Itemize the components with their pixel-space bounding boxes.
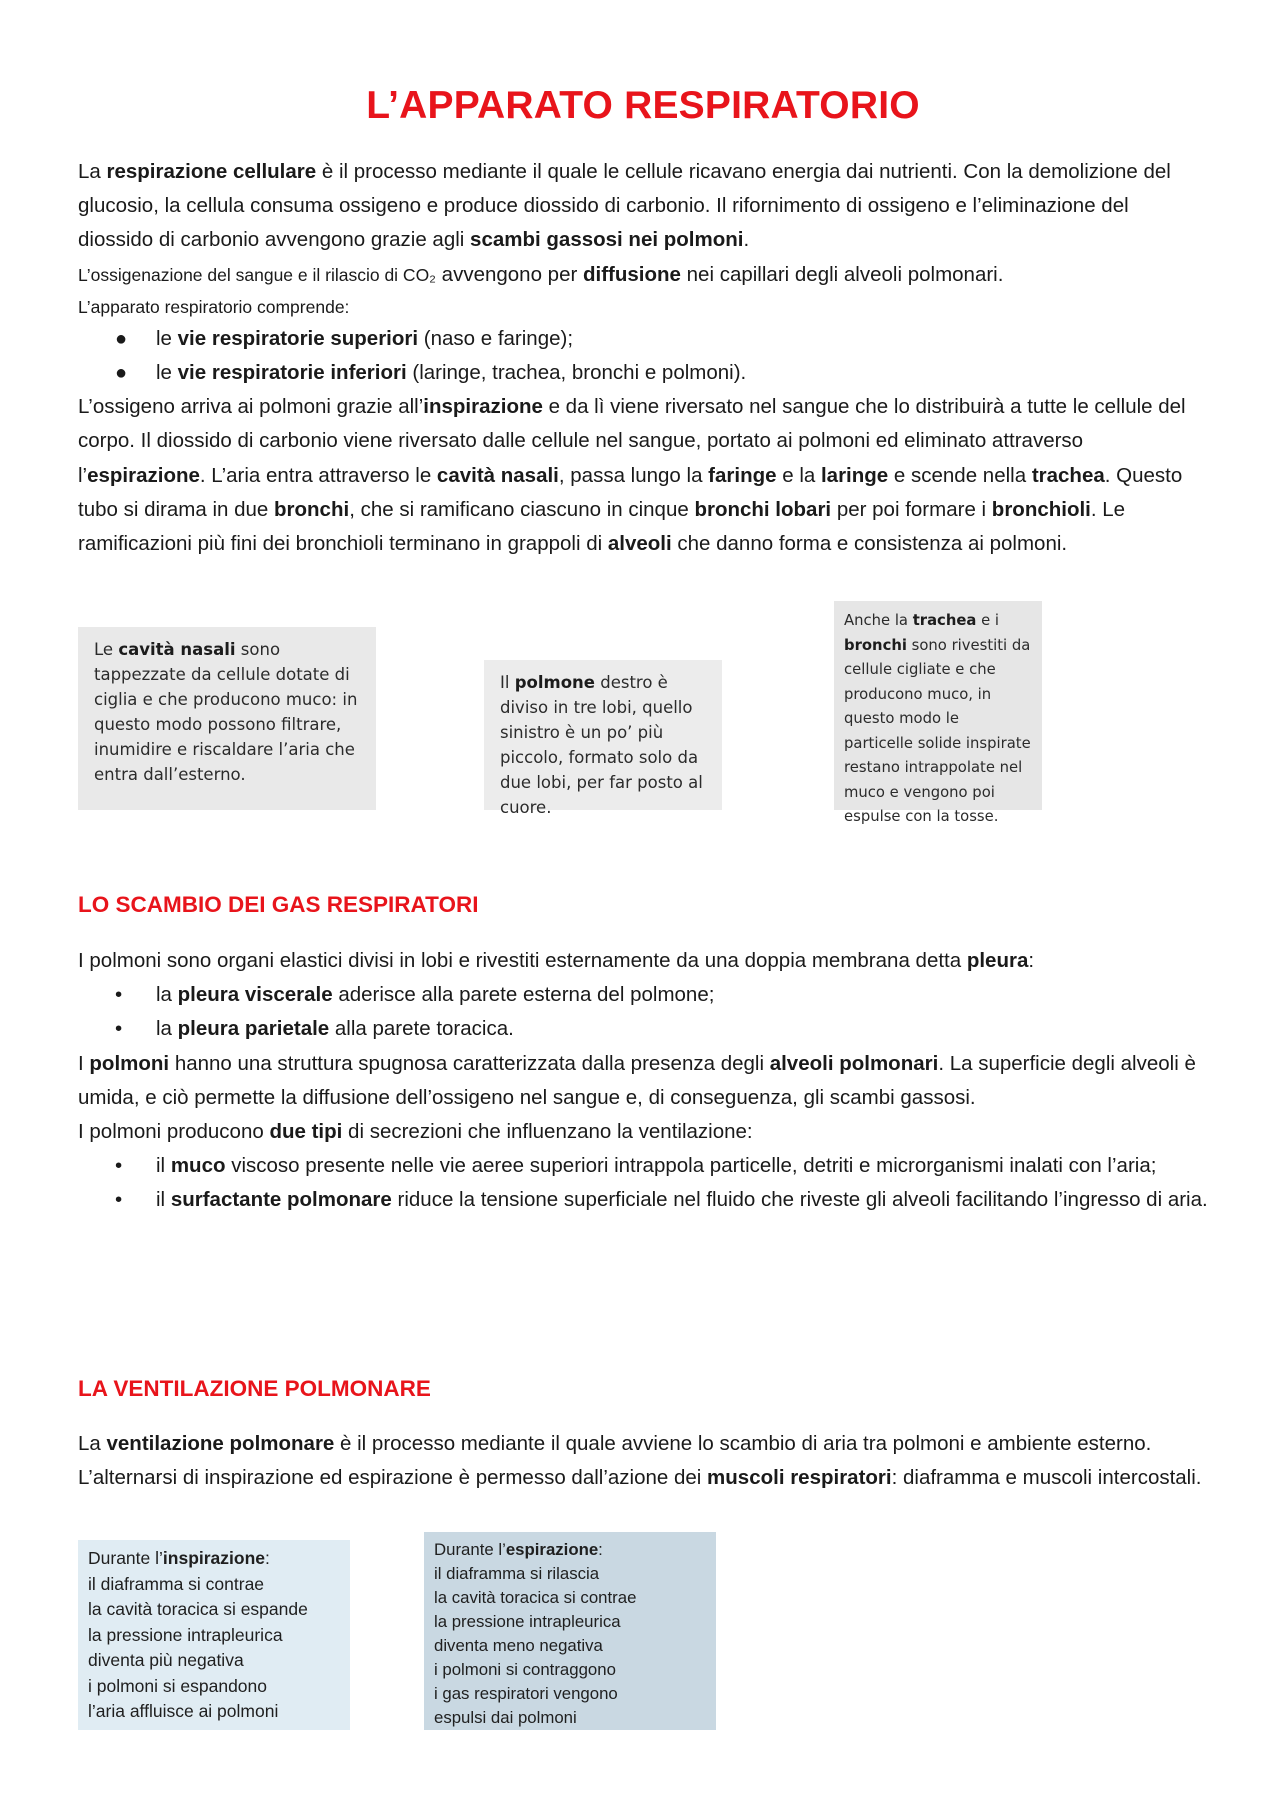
expiration-box xyxy=(424,1532,716,1730)
gas-paragraph-1: I polmoni sono organi elastici divisi in lobi e rivestiti esternamente da una doppia membrana detta pleura: xyxy=(78,949,1035,972)
expiration-box-title: Durante l’espirazione: xyxy=(434,1540,603,1559)
secretions-list xyxy=(78,1149,1208,1217)
box-line: i polmoni si contraggono xyxy=(434,1660,616,1679)
bullet-icon: ● xyxy=(115,327,128,350)
list-item: ● le vie respiratorie inferiori (laringe, trachea, bronchi e polmoni). xyxy=(78,356,1208,390)
page-title: L’APPARATO RESPIRATORIO xyxy=(366,84,920,127)
box-line: i polmoni si espandono xyxy=(88,1675,268,1696)
intro-paragraph-2: L’ossigenazione del sangue e il rilascio di CO₂ avvengono per diffusione nei capillari degli alveoli polmonari. xyxy=(78,262,1004,286)
intro-paragraph-3: L’apparato respiratorio comprende: xyxy=(78,296,350,317)
bullet-icon: • xyxy=(115,1017,123,1041)
airways-list xyxy=(78,322,1208,390)
box-line: la cavità toracica si contrae xyxy=(434,1588,637,1607)
pleura-list xyxy=(78,978,1208,1046)
ventilation-paragraph: La ventilazione polmonare è il processo mediante il quale avviene lo scambio di aria tra polmoni e ambiente esterno. L’alternarsi di inspirazione ed espirazione è permesso dall’azione dei muscoli respiratori: diaframma e muscoli intercostali. xyxy=(78,1432,1202,1490)
gas-paragraph-3: I polmoni producono due tipi di secrezioni che influenzano la ventilazione: xyxy=(78,1120,753,1144)
bullet-icon: ● xyxy=(115,362,128,385)
box-line: la pressione intrapleurica xyxy=(88,1624,283,1645)
bullet-icon: • xyxy=(115,1154,123,1178)
note-lung-lobes: Il polmone destro è diviso in tre lobi, quello sinistro è un po’ più piccolo, formato solo da due lobi, per far posto al cuore. xyxy=(484,660,722,810)
intro-paragraph-4: L’ossigeno arriva ai polmoni grazie all’inspirazione e da lì viene riversato nel sangue che lo distribuirà a tutte le cellule del corpo. Il diossido di carbonio viene riversato dalle cellule nel sangue, portato ai polmoni ed eliminato attraverso l’espirazione. L’aria entra attraverso le cavità nasali, passa lungo la faringe e la laringe e scende nella trachea. Questo tubo si dirama in due bronchi, che si ramificano ciascuno in cinque bronchi lobari per poi formare i bronchioli. Le ramificazioni più fini dei bronchioli terminano in grappoli di alveoli che danno forma e consistenza ai polmoni. xyxy=(78,395,1186,556)
intro-section xyxy=(78,155,1208,561)
box-line: i gas respiratori vengono xyxy=(434,1684,618,1703)
box-line: espulsi dai polmoni xyxy=(434,1708,577,1727)
section-heading-gas-exchange: LO SCAMBIO DEI GAS RESPIRATORI xyxy=(78,892,479,917)
list-item: ● le vie respiratorie superiori (naso e faringe); xyxy=(78,322,1208,356)
box-line: diventa meno negativa xyxy=(434,1636,603,1655)
list-item: • la pleura viscerale aderisce alla parete esterna del polmone; xyxy=(78,978,1208,1012)
box-line: il diaframma si rilascia xyxy=(434,1564,600,1583)
gas-exchange-section xyxy=(78,944,1208,1218)
intro-paragraph-1: La respirazione cellulare è il processo mediante il quale le cellule ricavano energia dai nutrienti. Con la demolizione del glucosio, la cellula consuma ossigeno e produce diossido di carbonio. Il rifornimento di ossigeno e l’eliminazione del diossido di carbonio avvengono grazie agli scambi gassosi nei polmoni. xyxy=(78,160,1171,252)
inspiration-box-title: Durante l’inspirazione: xyxy=(88,1548,270,1568)
list-item: • il muco viscoso presente nelle vie aeree superiori intrappola particelle, detriti e microrganismi inalati con l’aria; xyxy=(78,1149,1208,1183)
bullet-icon: • xyxy=(115,1188,123,1212)
inspiration-box-lines xyxy=(88,1572,340,1725)
box-line: la pressione intrapleurica xyxy=(434,1612,621,1631)
note-trachea-bronchi: Anche la trachea e i bronchi sono rivestiti da cellule cigliate e che producono muco, in questo modo le particelle solide inspirate restano intrappolate nel muco e vengono poi espulse con la tosse. xyxy=(834,601,1042,810)
box-line: il diaframma si contrae xyxy=(88,1573,265,1594)
box-line: l’aria affluisce ai polmoni xyxy=(88,1701,279,1721)
inspiration-box xyxy=(78,1540,350,1730)
list-item: • la pleura parietale alla parete toracica. xyxy=(78,1012,1208,1046)
ventilation-section xyxy=(78,1427,1208,1495)
bullet-icon: • xyxy=(115,983,123,1007)
gas-paragraph-2: I polmoni hanno una struttura spugnosa caratterizzata dalla presenza degli alveoli polmonari. La superficie degli alveoli è umida, e ciò permette la diffusione dell’ossigeno nel sangue e, di conseguenza, gli scambi gassosi. xyxy=(78,1051,1196,1109)
box-line: la cavità toracica si espande xyxy=(88,1599,308,1619)
expiration-box-lines xyxy=(434,1562,706,1730)
list-item: • il surfactante polmonare riduce la tensione superficiale nel fluido che riveste gli alveoli facilitando l’ingresso di aria. xyxy=(78,1183,1208,1217)
box-line: diventa più negativa xyxy=(88,1650,244,1670)
note-nasal-cavity: Le cavità nasali sono tappezzate da cellule dotate di ciglia e che producono muco: in questo modo possono filtrare, inumidire e riscaldare l’aria che entra dall’esterno. xyxy=(78,627,376,810)
section-heading-ventilation: LA VENTILAZIONE POLMONARE xyxy=(78,1376,431,1401)
